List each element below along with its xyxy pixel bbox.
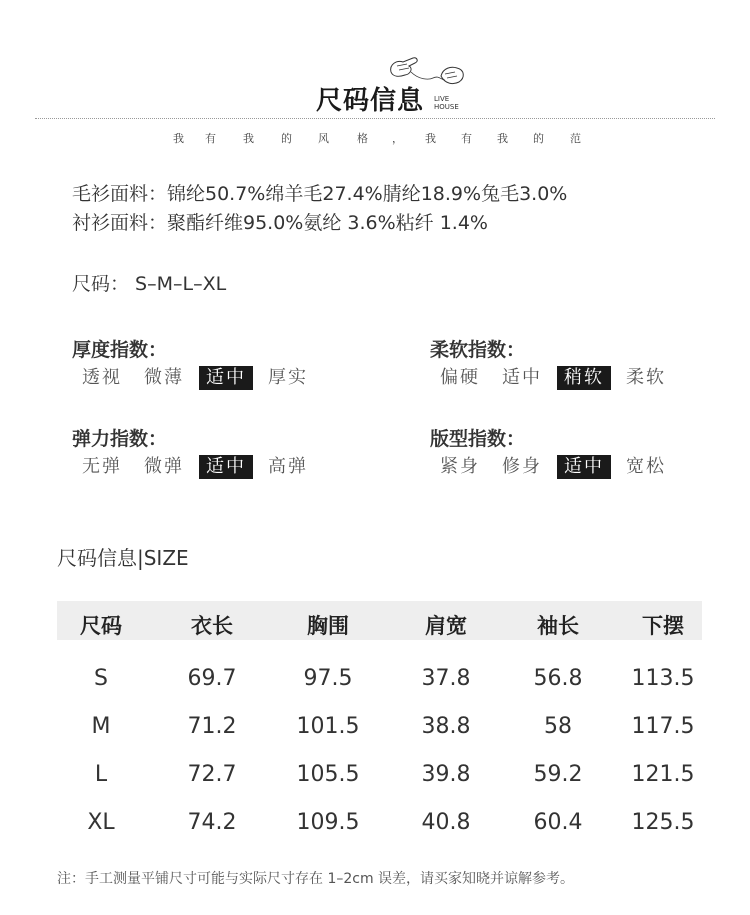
table-row bbox=[57, 714, 702, 744]
size-label-cell: L bbox=[94, 762, 108, 787]
table-cell: 74.2 bbox=[187, 810, 237, 835]
size-table-header bbox=[57, 601, 702, 640]
slogan-char: 我 bbox=[243, 132, 254, 145]
table-cell: 40.8 bbox=[421, 810, 471, 835]
table-cell: 59.2 bbox=[533, 762, 583, 787]
table-cell: 72.7 bbox=[187, 762, 237, 787]
index-option: 修身 bbox=[502, 456, 542, 477]
softness-index-title: 柔软指数： bbox=[430, 339, 526, 361]
table-cell: 101.5 bbox=[296, 714, 360, 739]
shirt-fabric-line: 衬衫面料：聚酯纤维95.0%氨纶 3.6%粘纤 1.4% bbox=[72, 212, 488, 234]
badge-line-2: HOUSE bbox=[434, 103, 459, 111]
slogan-char: 有 bbox=[461, 132, 472, 145]
softness-index-options bbox=[433, 366, 681, 390]
live-house-badge bbox=[434, 95, 459, 111]
table-row bbox=[57, 810, 702, 840]
index-option: 无弹 bbox=[82, 456, 122, 477]
thickness-index-title: 厚度指数： bbox=[72, 339, 168, 361]
index-option: 紧身 bbox=[440, 456, 480, 477]
fit-index-title: 版型指数： bbox=[430, 428, 526, 450]
elasticity-index-options bbox=[75, 455, 323, 479]
table-cell: 58 bbox=[544, 714, 572, 739]
index-option: 适中 bbox=[502, 367, 542, 388]
slogan bbox=[0, 130, 750, 144]
index-option: 偏硬 bbox=[440, 367, 480, 388]
table-header-cell: 胸围 bbox=[307, 614, 349, 638]
table-header-cell: 下摆 bbox=[642, 614, 684, 638]
badge-line-1: LIVE bbox=[434, 95, 450, 103]
thickness-index-options bbox=[75, 366, 323, 390]
index-option: 透视 bbox=[82, 367, 122, 388]
table-cell: 71.2 bbox=[187, 714, 237, 739]
size-label-cell: M bbox=[91, 714, 111, 739]
fit-index-options bbox=[433, 455, 681, 479]
table-cell: 121.5 bbox=[631, 762, 695, 787]
table-cell: 109.5 bbox=[296, 810, 360, 835]
index-option-selected: 稍软 bbox=[557, 366, 611, 390]
index-option: 高弹 bbox=[268, 456, 308, 477]
table-cell: 37.8 bbox=[421, 666, 471, 691]
size-label-cell: XL bbox=[87, 810, 115, 835]
index-option-selected: 适中 bbox=[557, 455, 611, 479]
table-cell: 60.4 bbox=[533, 810, 583, 835]
slogan-char: 的 bbox=[533, 132, 544, 145]
index-option: 微弹 bbox=[144, 456, 184, 477]
table-header-cell: 肩宽 bbox=[425, 614, 467, 638]
table-row bbox=[57, 666, 702, 696]
slogan-char: 我 bbox=[173, 132, 184, 145]
index-option: 厚实 bbox=[268, 367, 308, 388]
index-option: 柔软 bbox=[626, 367, 666, 388]
elasticity-index-title: 弹力指数： bbox=[72, 428, 168, 450]
table-header-cell: 衣长 bbox=[191, 614, 233, 638]
table-cell: 38.8 bbox=[421, 714, 471, 739]
slogan-char: ， bbox=[392, 132, 403, 145]
slogan-char: 风 bbox=[318, 132, 329, 145]
table-cell: 105.5 bbox=[296, 762, 360, 787]
slogan-char: 我 bbox=[497, 132, 508, 145]
slogan-char: 范 bbox=[570, 132, 581, 145]
size-range: 尺码： S–M–L–XL bbox=[72, 273, 227, 295]
table-header-cell: 袖长 bbox=[537, 614, 579, 638]
index-option: 宽松 bbox=[626, 456, 666, 477]
slogan-char: 我 bbox=[425, 132, 436, 145]
slogan-char: 格 bbox=[357, 132, 368, 145]
table-cell: 56.8 bbox=[533, 666, 583, 691]
table-cell: 39.8 bbox=[421, 762, 471, 787]
table-cell: 117.5 bbox=[631, 714, 695, 739]
table-row bbox=[57, 762, 702, 792]
table-cell: 69.7 bbox=[187, 666, 237, 691]
table-header-cell: 尺码 bbox=[80, 614, 122, 638]
size-label-cell: S bbox=[94, 666, 108, 691]
index-option: 微薄 bbox=[144, 367, 184, 388]
measurement-note: 注：手工测量平铺尺寸可能与实际尺寸存在 1–2cm 误差，请买家知晓并谅解参考。 bbox=[57, 871, 575, 887]
table-cell: 113.5 bbox=[631, 666, 695, 691]
slogan-char: 的 bbox=[281, 132, 292, 145]
size-section-title: 尺码信息|SIZE bbox=[57, 546, 189, 570]
table-cell: 125.5 bbox=[631, 810, 695, 835]
index-option-selected: 适中 bbox=[199, 366, 253, 390]
dotted-divider bbox=[35, 118, 715, 119]
index-option-selected: 适中 bbox=[199, 455, 253, 479]
sweater-fabric-line: 毛衫面料：锦纶50.7%绵羊毛27.4%腈纶18.9%兔毛3.0% bbox=[72, 183, 568, 205]
slogan-char: 有 bbox=[205, 132, 216, 145]
page-title: 尺码信息 bbox=[316, 86, 425, 116]
table-cell: 97.5 bbox=[303, 666, 353, 691]
